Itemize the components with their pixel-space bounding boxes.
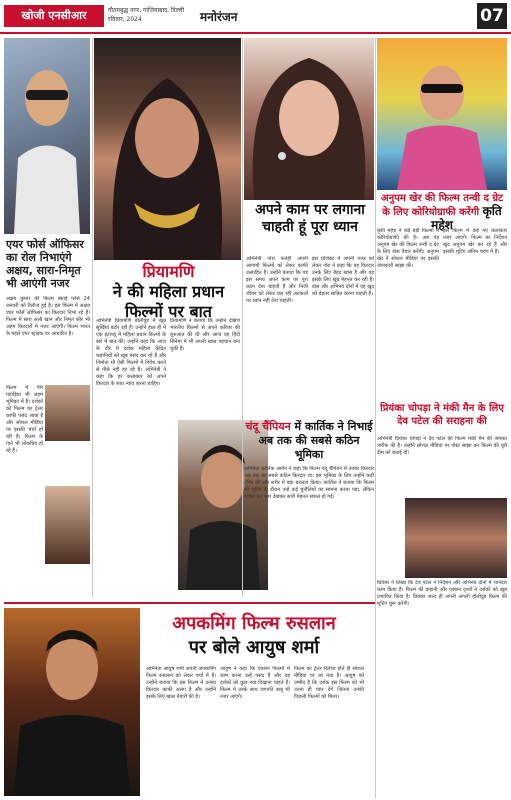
akshay-side-body: फिल्म में वीर पहाड़िया भी अहम भूमिका में हैं। दर्शकों को फिल्म का ट्रेलर काफी पसंद आया है और सोशल मीडिया पर इसकी चर्चा हो रही है। फिल्म के गाने भी लोकप्रिय हो रहे हैं। <box>6 385 43 454</box>
nimrat-photo <box>45 486 90 564</box>
kartik-headline-rest: में कार्तिक ने निभाई अब तक की सबसे कठिन भूमिका <box>258 420 373 461</box>
person-silhouette-icon <box>244 38 374 200</box>
aayush-photo <box>4 608 140 796</box>
kartik-body: अभिनेता कार्तिक आर्यन ने कहा कि फिल्म चंदू चैंपियन में उनका किरदार अब तक का सबसे कठिन किरदार था। इस भूमिका के लिए उन्होंने कड़ी ट्रेनिंग ली और शरीर में बड़ा बदलाव किया। कार्तिक ने बताया कि फिल्म की शूटिंग के दौरान उन्हें कई चुनौतियों का सामना करना पड़ा, लेकिन दर्शकों का प्यार देखकर सारी मेहनत सफल हो गई। <box>244 466 374 500</box>
dateline-line1: गौतमबुद्ध नगर, गाजियाबाद, दिल्ली <box>108 7 185 14</box>
person-silhouette-icon <box>4 608 140 796</box>
priyamani-photo <box>94 38 241 260</box>
paper-name[interactable]: खोजी एनसीआर <box>4 5 104 27</box>
person-silhouette-icon <box>4 38 90 234</box>
nora-body: अभिनेत्री नोरा फतेही अपनी आगामी फिल्मों को लेकर काफी उत्साहित हैं। उन्होंने बताया कि वह इस समय अपने काम पर पूरा ध्यान देना चाहती हैं और निजी जीवन को लेकर चल रही अटकलों पर ध्यान नहीं देना चाहतीं। <box>246 256 308 304</box>
priyanka-body: अभिनेत्री प्रियंका चोपड़ा ने देव पटेल की फिल्म मंकी मैन की जमकर तारीफ की है। उन्होंने सोशल मीडिया पर पोस्ट साझा कर फिल्म की पूरी टीम को बधाई दी। <box>377 436 507 456</box>
priyamani-headline-rest: ने की महिला प्रधान फिल्मों पर बात <box>112 282 225 321</box>
dateline <box>108 6 184 24</box>
page-number: 07 <box>477 3 507 29</box>
section-label: मनोरंजन <box>200 10 238 24</box>
kriti-body: कृति महेश ने कई बड़ी फिल्मों में कोरियोग्राफी की है। अब वह अनुपम खेर की फिल्म तन्वी द ग्रेट के लिए डांस तैयार करेंगी। अनुपम खेर ने सोशल मीडिया पर इसकी जानकारी साझा की। <box>377 228 439 269</box>
kartik-headline-film: चंदू चैंपियन <box>245 420 291 433</box>
aayush-headline[interactable] <box>146 612 362 660</box>
akshay-photo <box>4 38 90 234</box>
priyanka-headline[interactable]: प्रियंका चोपड़ा ने मंकी मैन के लिए देव पटेल की सराहना की <box>380 403 504 427</box>
section-divider <box>4 602 375 604</box>
nora-photo <box>244 38 374 200</box>
priyamani-headline-name: प्रियामणि <box>142 262 195 281</box>
priyanka-photo <box>405 498 507 578</box>
sara-photo <box>45 385 90 441</box>
kriti-headline-name: कृति महेश <box>431 204 502 232</box>
nora-body-2: इस प्रोजेक्ट में अपनी नजर को लेकर नोरा ने कहा कि यह किरदार उनके लिए बेहद खास है और वह इसके लिए खूब मेहनत कर रही हैं। डांस और अभिनय दोनों में वह खुद को बेहतर साबित करना चाहती हैं। <box>312 256 374 297</box>
aayush-body-3: फिल्म का ट्रेलर रिलीज होते ही सोशल मीडिया पर छा गया है। आयुष को उम्मीद है कि दर्शक इस फिल्म को भी उतना ही प्यार देंगे जितना उनकी पिछली फिल्मों को मिला। <box>294 666 364 700</box>
column-rule <box>92 38 93 598</box>
aayush-headline-part1: अपकमिंग फिल्म रुसलान <box>172 613 336 634</box>
akshay-body: अक्षय कुमार की फिल्म स्काई फोर्स 24 जनवरी को रिलीज हुई है। इस फिल्म में अक्षय एयर फोर्स ऑफिसर का किरदार निभा रहे हैं। फिल्म में सारा अली खान और निमृत कौर भी अहम किरदारों में नजर आएंगी। फिल्म भारत के पहले एयर स्ट्राइक पर आधारित है। <box>6 296 90 337</box>
kriti-body-2: इस फिल्म में कई नए कलाकार नजर आएंगे। फिल्म का निर्देशन खुद अनुपम खेर कर रहे हैं और इसकी शूटिंग अंतिम चरण में है। <box>443 228 507 255</box>
akshay-headline[interactable]: एयर फोर्स ऑफिसर का रोल निभाएंगे अक्षय, सारा-निमृत भी आएंगी नजर <box>6 238 84 290</box>
person-silhouette-icon <box>94 38 241 260</box>
priyamani-body-2: प्रियामणि ने बताया कि उन्होंने दक्षिण भारतीय फिल्मों से अपने करियर की शुरुआत की थी और आज वह हिंदी सिनेमा में भी अपनी खास पहचान बना चुकी हैं। <box>170 318 240 352</box>
column-rule <box>375 38 376 798</box>
masthead <box>0 0 511 34</box>
kartik-headline[interactable] <box>244 420 374 462</box>
column-rule <box>242 38 243 598</box>
nora-headline[interactable]: अपने काम पर लगाना चाहती हूं पूरा ध्यान <box>255 202 365 235</box>
priyamani-body: अभिनेत्री प्रियामणि बॉलीवुड में खूब सुर्खियां बटोर रही हैं। उन्होंने हाल ही में एक इंटरव्यू में महिला प्रधान फिल्मों के बारे में बात की। उन्होंने कहा कि आज के दौर में दर्शक महिला केंद्रित कहानियों को खूब पसंद कर रहे हैं और निर्माता भी ऐसी फिल्मों में निवेश करने से पीछे नहीं हट रहे हैं। अभिनेत्री ने कहा कि हर कलाकार को अपने किरदार के साथ न्याय करना चाहिए। <box>96 318 166 387</box>
dateline-line2: रविवार, 2024 <box>108 16 142 23</box>
kriti-photo <box>377 38 507 190</box>
aayush-body: अभिनेता आयुष शर्मा अपनी अपकमिंग फिल्म रुसलान को लेकर चर्चा में हैं। उन्होंने बताया कि इस फिल्म में उनका किरदार काफी अलग है और उन्होंने इसके लिए खास तैयारी की है। <box>146 666 216 700</box>
priyamani-headline[interactable] <box>96 262 241 322</box>
aayush-headline-part2: पर बोले आयुष शर्मा <box>188 637 320 658</box>
person-silhouette-icon <box>377 38 507 190</box>
priyanka-body-2: प्रियंका ने लिखा कि देव पटेल ने निर्देशन और अभिनय दोनों में शानदार काम किया है। फिल्म की कहानी और एक्शन दृश्यों ने दर्शकों को खूब प्रभावित किया है। प्रियंका जल्द ही अपनी अगली हॉलीवुड फिल्म की शूटिंग शुरू करेंगी। <box>377 580 507 607</box>
kriti-headline[interactable] <box>377 192 507 233</box>
kriti-headline-text: अनुपम खेर की फिल्म तन्वी द ग्रेट के लिए कोरियोग्राफी करेंगी <box>380 193 504 218</box>
aayush-body-2: आयुष ने कहा कि एक्शन फिल्मों में काम करना उन्हें पसंद है और वह दर्शकों को कुछ नया दिखाना चाहते हैं। फिल्म में उनके साथ जगपति बाबू भी नजर आएंगे। <box>220 666 290 700</box>
